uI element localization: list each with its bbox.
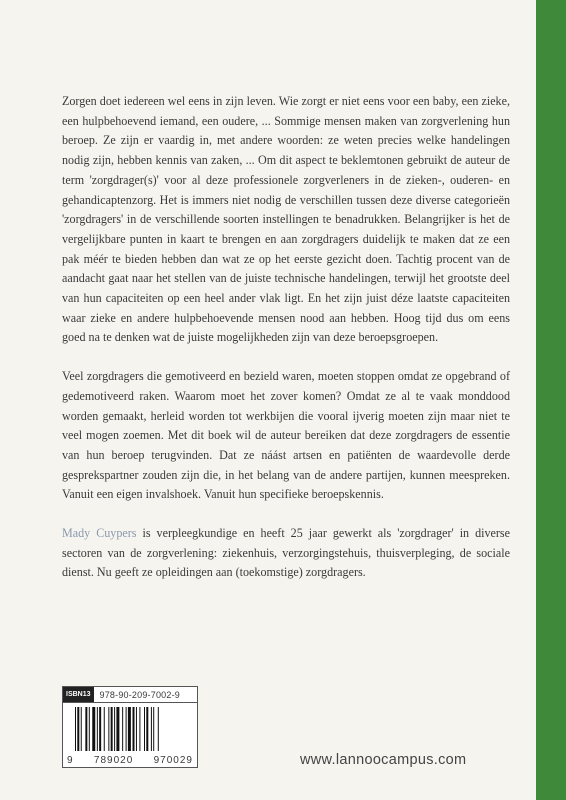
- back-cover-text: [62, 92, 510, 602]
- paragraph-1: Zorgen doet iedereen wel eens in zijn leven. Wie zorgt er niet eens voor een baby, een zieke, een hulpbehoevend iemand, een oudere, ... Sommige mensen maken van zorgverlening hun beroep. Ze zijn er vaardig in, met andere woorden: ze weten precies welke handelingen nodig zijn, hebben kennis van zaken, ... Om dit aspect te beklemtonen gebruikt de auteur de term 'zorgdrager(s)' voor al deze professionele zorgverleners in de zieken-, ouderen- en gehandicaptenzorg. Het is immers niet nodig de verschillen tussen deze diverse categorieën 'zorgdragers' in de verschillende soorten instellingen te benadrukken. Belangrijker is het de vergelijkbare punten in kaart te brengen en aan zorgdragers duidelijk te maken dat ze een pak méér te bieden hebben dan wat ze op het eerste gezicht doen. Tachtig procent van de aandacht gaat naar het stellen van de juiste technische handelingen, terwijl het grootste deel van hun capaciteiten op een heel ander vlak ligt. En het zijn juist déze laatste capaciteiten waar zieke en andere hulpbehoevende mensen nood aan hebben. Hoog tijd dus om eens goed na te denken wat de juiste mogelijkheden zijn van deze beroepsgroepen.: [62, 94, 510, 345]
- author-bio: is verpleegkundige en heeft 25 jaar gewerkt als 'zorgdrager' in diverse sectoren van de zorgverlening: ziekenhuis, verzorgingstehuis, thuisverpleging, de sociale dienst. Nu geeft ze opleidingen aan (toekomstige) zorgdragers.: [62, 526, 511, 580]
- author-name: Mady Cuypers: [62, 526, 137, 541]
- barcode-box: [62, 686, 198, 768]
- barcode-icon: [75, 707, 187, 751]
- isbn-row: [63, 687, 197, 703]
- barcode-digits: [67, 755, 193, 766]
- isbn-label: ISBN13: [63, 687, 94, 702]
- author-paragraph: [62, 524, 510, 583]
- paragraph-2: Veel zorgdragers die gemotiveerd en bezield waren, moeten stoppen omdat ze opgebrand of gedemotiveerd raken. Waarom moet het zover komen? Omdat ze al te vaak monddood worden gemaakt, herleid worden tot werkbijen die vooral ijverig moeten zijn maar niet te veel mogen zoemen. Met dit boek wil de auteur bereiken dat deze zorgdragers de essentie van hun beroep terugvinden. Dat ze náást artsen en patiënten de waardevolle derde gesprekspartner zouden zijn die, in het belang van de andere partijen, kunnen meespreken. Vanuit een eigen invalshoek. Vanuit hun specifieke beroepskennis.: [62, 369, 510, 502]
- barcode-digit-right: 970029: [153, 755, 193, 766]
- website-link[interactable]: www.lannoocampus.com: [300, 752, 467, 768]
- spine-stripe: [536, 0, 566, 800]
- isbn-number: 978-90-209-7002-9: [99, 689, 180, 700]
- barcode-digit-lead: 9: [67, 755, 74, 766]
- barcode-digit-left: 789020: [93, 755, 134, 766]
